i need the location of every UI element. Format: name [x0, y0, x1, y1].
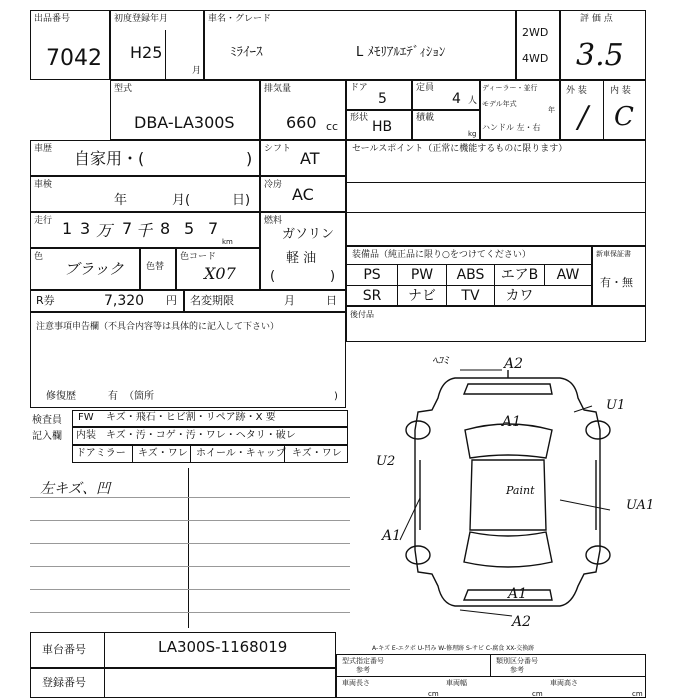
equip-abs: ABS [456, 267, 485, 283]
wheel-items: キズ・ワレ [292, 448, 342, 459]
load-unit: kg [468, 130, 477, 138]
inspection-box [30, 176, 260, 212]
displacement-label: 排気量 [264, 84, 292, 94]
divider [30, 543, 350, 544]
divider [346, 264, 592, 265]
score-label: 評 価 点 [580, 14, 613, 24]
shape-label: 形状 [350, 113, 369, 123]
fuel-value: ガソリン [282, 227, 335, 242]
mark-ua1: UA1 [626, 498, 655, 513]
first-reg-year: H25 [130, 43, 163, 62]
mileage-man: 万 [96, 221, 113, 240]
inspection-month: 月( [172, 193, 191, 208]
dim-unit-2: cm [532, 690, 543, 698]
capacity-label: 定員 [416, 83, 435, 93]
load-label: 積載 [416, 113, 435, 123]
color-label: 色 [34, 252, 44, 262]
drive-box [516, 10, 560, 80]
usage-value: 自家用・( [74, 149, 145, 168]
handwritten-note: 左キズ、凹 [40, 481, 111, 497]
interior-grade: C [614, 102, 634, 132]
chassis-value: LA300S-1168019 [158, 638, 288, 656]
divider [188, 468, 189, 628]
equip-pw: PW [410, 267, 434, 283]
recycle-label: R券 [36, 294, 55, 307]
divider [132, 445, 133, 463]
dealer-label: ディーラー・並行 [482, 84, 538, 92]
lot-label: 出品番号 [34, 14, 71, 24]
fuel-paren-open: ( [270, 269, 276, 284]
divider [284, 445, 285, 463]
color-code-label: 色コード [180, 252, 217, 262]
divider [336, 676, 646, 677]
mark-a1-center: A1 [502, 414, 522, 430]
equip-airbag: エアB [500, 267, 539, 283]
shape-value: HB [372, 119, 393, 135]
drive-4wd: 4WD [522, 52, 549, 65]
displacement-value: 660 [286, 113, 317, 132]
capacity-value: 4 [452, 91, 461, 107]
ins-day: 日 [326, 294, 337, 307]
divider [603, 80, 604, 140]
after-label: 後付品 [350, 310, 374, 319]
first-reg-label: 初度登録年月 [114, 14, 169, 24]
fw-label: FW [78, 412, 94, 423]
inspection-year: 年 [114, 193, 128, 208]
type-value: DBA-LA300S [134, 113, 235, 132]
dim-unit-3: cm [632, 690, 643, 698]
ac-label: 冷房 [264, 180, 283, 190]
divider [490, 654, 491, 676]
category-label: 類別区分番号 [496, 657, 538, 665]
mark-a1-bottom: A1 [508, 586, 528, 602]
warranty-value: 有・無 [600, 276, 633, 289]
mileage-d4: 8 [160, 219, 171, 238]
int-label: 内装 [76, 430, 96, 441]
divider [346, 285, 592, 286]
width-label: 車両幅 [446, 679, 467, 687]
ins-expiry-label: 名変期限 [190, 294, 234, 307]
door-mirror-items: キズ・ワレ [138, 448, 188, 459]
interior-label: 内 装 [610, 86, 631, 96]
reg-label: 登録番号 [42, 676, 86, 689]
score-value: 3.5 [576, 38, 624, 73]
color-change-label: 色替 [146, 262, 165, 272]
equip-leather: カワ [505, 288, 534, 304]
equipment-label: 装備品（純正品に限り○をつけてください） [352, 250, 531, 260]
recycle-value: 7,320 [104, 293, 145, 309]
doors-label: ドア [350, 83, 368, 93]
repair-place: （箇所 [124, 391, 154, 402]
equip-navi: ナビ [408, 288, 436, 304]
fw-items: キズ・飛石・ヒビ割・リペア跡・X 要 [106, 412, 276, 423]
repair-close: ) [334, 391, 338, 402]
mileage-d3: 7 [122, 219, 133, 238]
divider [30, 612, 350, 613]
divider [30, 520, 350, 521]
color-code-value: X07 [204, 264, 236, 283]
model-year-label: モデル年式 [482, 100, 517, 108]
divider [104, 632, 105, 668]
model-cert-ref: 参考 [356, 666, 370, 674]
type-label: 型式 [114, 84, 133, 94]
first-reg-month-unit: 月 [192, 66, 202, 76]
inspection-day: 日) [232, 193, 251, 208]
usage-close: ) [246, 149, 253, 168]
model-name: ﾐﾗｲｰｽ [230, 45, 263, 60]
sales-box [346, 140, 646, 246]
name-grade-label: 車名・グレード [208, 14, 272, 24]
usage-box [30, 140, 260, 176]
capacity-unit: 人 [468, 96, 478, 106]
mileage-unit: km [222, 238, 233, 246]
mark-bottom: ﾍｺﾐ [432, 354, 449, 367]
mileage-d1: 1 [62, 219, 73, 238]
mileage-label: 走行 [34, 216, 53, 226]
int-items: キズ・汚・コゲ・汚・ワレ・ヘタリ・破レ [106, 430, 296, 441]
year-unit: 年 [548, 106, 555, 114]
sales-label: セールスポイント（正常に機能するものに限ります） [352, 144, 568, 154]
divider [346, 182, 646, 183]
mileage-sen: 千 [136, 221, 153, 240]
divider [165, 30, 166, 80]
divider [346, 212, 646, 213]
model-cert-label: 型式指定番号 [342, 657, 384, 665]
divider [104, 668, 105, 698]
shift-value: AT [300, 149, 320, 168]
divider [30, 566, 350, 567]
shift-label: シフト [264, 144, 292, 154]
displacement-unit: cc [326, 120, 339, 133]
mark-a2-top: A2 [504, 356, 524, 372]
length-label: 車両長さ [342, 679, 370, 687]
ac-value: AC [292, 185, 314, 204]
category-ref: 参考 [510, 666, 524, 674]
warranty-label: 新車保証書 [596, 250, 631, 258]
grade: L ﾒﾓﾘｱﾙｴﾃﾞｨｼｮﾝ [356, 45, 446, 60]
equip-sr: SR [362, 288, 382, 304]
inspection-label: 車検 [34, 180, 53, 190]
usage-label: 車歴 [34, 144, 53, 154]
divider [30, 589, 350, 590]
after-box [346, 306, 646, 342]
mileage-d5: 5 [184, 219, 195, 238]
mileage-d2: 3 [80, 219, 91, 238]
ins-month: 月 [284, 294, 295, 307]
divider [190, 445, 191, 463]
fuel-label: 燃料 [264, 216, 283, 226]
mark-a2-bottom: A2 [512, 614, 532, 630]
legend: A-キズ E-エクボ U-凹み W-修理跡 S-サビ C-腐食 XX-交換跡 [372, 645, 535, 652]
recycle-unit: 円 [166, 294, 177, 307]
dim-unit-1: cm [428, 690, 439, 698]
repair-value: 有 [108, 391, 118, 402]
equip-tv: TV [461, 288, 480, 304]
mileage-d6: 7 [208, 219, 219, 238]
mark-roof-text: Paint [506, 484, 535, 497]
fuel-paren-close: ) [330, 269, 336, 284]
equip-ps: PS [363, 267, 381, 283]
mark-u2-left: U2 [376, 454, 396, 469]
insp-label: 検査員 [32, 415, 62, 426]
exterior-grade: / [578, 100, 589, 135]
fuel-alt: 軽 油 [286, 251, 317, 266]
wheel-label: ホイール・キャップ [196, 448, 286, 459]
exterior-label: 外 装 [566, 86, 587, 96]
repair-label: 修復歴 [46, 391, 76, 402]
insp-label2: 記入欄 [32, 431, 62, 442]
mark-u1-right: U1 [606, 398, 626, 413]
drive-2wd: 2WD [522, 26, 549, 39]
handle-label: ハンドル 左・右 [482, 123, 541, 132]
color-value: ブラック [64, 260, 124, 278]
equip-aw: AW [556, 267, 580, 283]
chassis-label: 車台番号 [42, 643, 86, 656]
mark-a1-left: A1 [382, 528, 402, 544]
height-label: 車両高さ [550, 679, 578, 687]
notes-label: 注意事項申告欄（不具合内容等は具体的に記入して下さい） [36, 322, 280, 332]
divider [30, 497, 350, 498]
doors-value: 5 [378, 91, 387, 107]
door-mirror-label: ドアミラー [76, 448, 126, 459]
lot-number: 7042 [46, 46, 102, 71]
